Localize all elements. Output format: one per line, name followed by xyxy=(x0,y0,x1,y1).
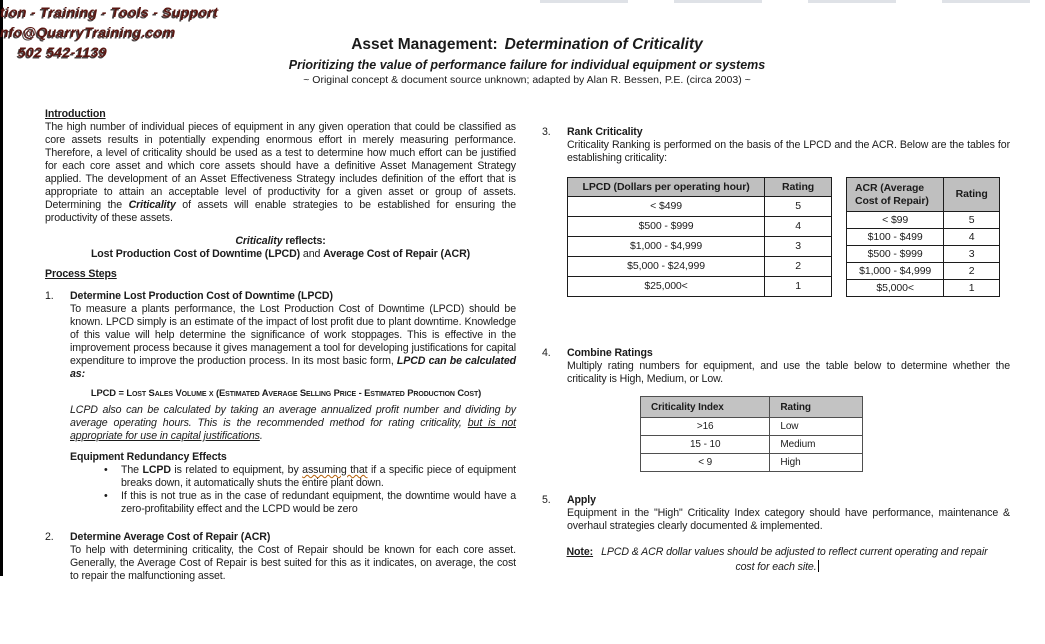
lpcd-range-cell: $500 - $999 xyxy=(568,217,765,237)
criticality-rating-cell: Low xyxy=(770,418,863,436)
acr-rating-table xyxy=(846,177,1000,297)
criticality-rating-cell: Medium xyxy=(770,436,863,454)
letterhead xyxy=(0,2,218,62)
step-1-number: 1. xyxy=(45,290,54,302)
table-row xyxy=(847,229,1000,246)
acr-range-cell: $500 - $999 xyxy=(847,246,944,263)
table-row xyxy=(568,277,832,297)
table-row xyxy=(568,237,832,257)
list-item xyxy=(100,490,516,516)
bullet-2-text: If this is not true as in the case of redundant equipment, the downtime would have a zero-profitability effect and the LCPD would be zero xyxy=(121,490,516,515)
criticality-index-table xyxy=(640,396,863,472)
lpcd-header-cell: LPCD (Dollars per operating hour) xyxy=(568,178,765,197)
page-top-edge-marks xyxy=(540,0,1045,3)
introduction-paragraph: The high number of individual pieces of equipment in any given operation that could be classified as core assets results in potentially expending enormous effort in merely measuring performance. Therefore, a level of criticality should be used as a test to determine how much effort can be justified for each core asset and which core assets should have a definitive Asset Management Strategy applied. The development of an Asset Effectiveness Strategy includes definition of the effort that is appropriate to attain an acceptable level of productivity for a given asset or group of assets. Determining the Criticality of assets will enable strategies to be established for ensuring the productivity of these assets. xyxy=(45,121,516,224)
note-label: Note: xyxy=(566,546,594,558)
rating-tables-row xyxy=(567,177,1010,297)
step-2-paragraph: To help with determining criticality, the Cost of Repair should be known for each core asset. Generally, the Average Cost of Repair is best suited for this as it indicates, on average, the cost to repair the malfunctioning asset. xyxy=(70,544,516,582)
acr-range-cell: < $99 xyxy=(847,212,944,229)
text-cursor xyxy=(818,560,819,572)
step-4-paragraph: Multiply rating numbers for equipment, and use the table below to determine whether the criticality is High, Medium, or Low. xyxy=(567,360,1010,385)
bullet-icon: • xyxy=(104,490,108,502)
acr-rating-cell: 3 xyxy=(944,246,1000,263)
rating-header-cell: Rating xyxy=(944,178,1000,212)
step-2-title: Determine Average Cost of Repair (ACR) xyxy=(70,531,271,543)
step-3-paragraph: Criticality Ranking is performed on the basis of the LPCD and the ACR. Below are the tables for establishing criticality: xyxy=(567,139,1010,164)
letterhead-phone: 502 542-1139 xyxy=(18,44,107,60)
table-header-row xyxy=(641,397,863,418)
lpcd-rating-cell: 3 xyxy=(765,237,832,257)
rating-header-cell: Rating xyxy=(770,397,863,418)
acr-header-cell: ACR (Average Cost of Repair) xyxy=(847,178,944,212)
criticality-index-cell: 15 - 10 xyxy=(641,436,770,454)
criticality-index-cell: < 9 xyxy=(641,454,770,472)
step-4 xyxy=(542,347,1010,386)
lpcd-formula: LPCD = Lost Sales Volume x (Estimated Average Selling Price - Estimated Production Cost) xyxy=(90,387,482,398)
page-subtitle: Prioritizing the value of performance failure for individual equipment or systems xyxy=(288,58,766,72)
acr-range-cell: $5,000< xyxy=(847,280,944,297)
right-column xyxy=(542,126,1010,575)
page-title-italic: Determination of Criticality xyxy=(504,36,703,53)
table-row xyxy=(641,436,863,454)
table-row xyxy=(847,280,1000,297)
redundancy-bullet-list xyxy=(100,464,516,516)
step-5-paragraph: Equipment in the "High" Criticality Index category should have performance, maintenance & overhaul strategies clearly documented & implemented. xyxy=(567,507,1010,532)
process-steps-heading: Process Steps xyxy=(45,268,117,280)
lpcd-range-cell: $5,000 - $24,999 xyxy=(568,257,765,277)
page-title-main: Asset Management: xyxy=(351,36,498,53)
acr-rating-cell: 1 xyxy=(944,280,1000,297)
step-1-paragraph: To measure a plants performance, the Lost Production Cost of Downtime (LPCD) should be known. LPCD simply is an estimate of the impact of lost profit due to plant downtime. Knowledge of this value will help determine the significance of work stoppages. This is effective in the improvement process because it gives management a tool for developing justifications for capital expenditure to improve the production process. In its most basic form, LPCD can be calculated as: xyxy=(70,303,516,380)
step-1-title: Determine Lost Production Cost of Downtime (LPCD) xyxy=(70,290,333,302)
table-row xyxy=(568,257,832,277)
lpcd-rating-cell: 1 xyxy=(765,277,832,297)
lpcd-rating-cell: 5 xyxy=(765,197,832,217)
acr-range-cell: $100 - $499 xyxy=(847,229,944,246)
table-row xyxy=(847,212,1000,229)
table-row xyxy=(847,263,1000,280)
letterhead-email: nfo@QuarryTraining.com xyxy=(0,24,176,40)
step-5-title: Apply xyxy=(567,494,596,506)
document-header xyxy=(258,36,796,86)
table-header-row xyxy=(847,178,1000,212)
lpcd-rating-cell: 2 xyxy=(765,257,832,277)
bullet-1-text: The LCPD is related to equipment, by assuming that if a specific piece of equipment breaks down, it automatically shuts the entire plant down. xyxy=(121,464,516,489)
equipment-redundancy-heading: Equipment Redundancy Effects xyxy=(70,451,227,463)
table-row xyxy=(568,197,832,217)
step-5-number: 5. xyxy=(542,494,551,506)
letterhead-tagline: tion - Training - Tools - Support xyxy=(0,4,219,20)
criticality-reflects-block xyxy=(45,235,516,261)
step-4-title: Combine Ratings xyxy=(567,347,653,359)
note-text: LPCD & ACR dollar values should be adjusted to reflect current operating and repair cost for each site. xyxy=(601,546,988,573)
step-4-number: 4. xyxy=(542,347,551,359)
page-left-edge-line xyxy=(0,0,3,576)
step-5 xyxy=(542,494,1010,533)
step-1 xyxy=(45,290,516,516)
lpcd-range-cell: < $499 xyxy=(568,197,765,217)
lpcd-range-cell: $25,000< xyxy=(568,277,765,297)
page-attribution: ~ Original concept & document source unknown; adapted by Alan R. Bessen, P.E. (circa 2003) ~ xyxy=(303,74,751,86)
table-header-row xyxy=(568,178,832,197)
criticality-rating-cell: High xyxy=(770,454,863,472)
lpcd-rating-cell: 4 xyxy=(765,217,832,237)
criticality-reflects-line: Criticality reflects: xyxy=(235,235,326,247)
list-item xyxy=(100,464,516,490)
acr-rating-cell: 4 xyxy=(944,229,1000,246)
note-block xyxy=(562,545,992,575)
introduction-heading: Introduction xyxy=(45,108,106,120)
table-row xyxy=(641,454,863,472)
step-3-title: Rank Criticality xyxy=(567,126,643,138)
left-column xyxy=(45,108,516,583)
rating-header-cell: Rating xyxy=(765,178,832,197)
table-row xyxy=(568,217,832,237)
bullet-icon: • xyxy=(104,464,108,476)
step-2 xyxy=(45,531,516,583)
page-title xyxy=(258,36,796,54)
criticality-index-header-cell: Criticality Index xyxy=(641,397,770,418)
step-3-number: 3. xyxy=(542,126,551,138)
lcpd-alternative-paragraph: LCPD also can be calculated by taking an average annualized profit number and dividing by average operating hours. This is the recommended method for rating criticality, but is not appropriate for use in capital justifications. xyxy=(70,404,516,442)
criticality-index-cell: >16 xyxy=(641,418,770,436)
acr-rating-cell: 5 xyxy=(944,212,1000,229)
table-row xyxy=(847,246,1000,263)
lpcd-rating-table xyxy=(567,177,832,297)
lpcd-range-cell: $1,000 - $4,999 xyxy=(568,237,765,257)
step-3 xyxy=(542,126,1010,165)
table-row xyxy=(641,418,863,436)
acr-range-cell: $1,000 - $4,999 xyxy=(847,263,944,280)
lpcd-acr-line: Lost Production Cost of Downtime (LPCD) and Average Cost of Repair (ACR) xyxy=(90,248,471,260)
step-2-number: 2. xyxy=(45,531,54,543)
acr-rating-cell: 2 xyxy=(944,263,1000,280)
